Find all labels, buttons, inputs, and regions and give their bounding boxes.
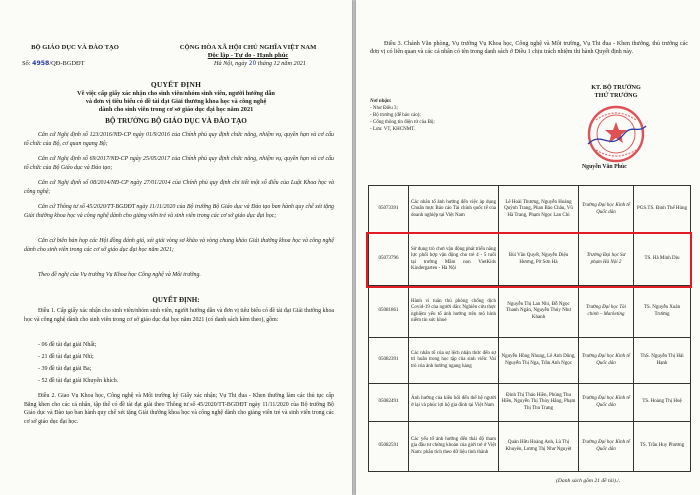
prize-encouragement: - 52 đề tài đạt giải Khuyến khích. — [38, 378, 119, 384]
legal-basis-1: Căn cứ Nghị định số 123/2016/NĐ-CP ngày 01/9/2016 của Chính phủ quy định chức năng, nhiệm vụ, quyền hạn và cơ cấu tổ chức của Bộ, cơ quan ngang Bộ; — [24, 132, 334, 147]
issue-date: Hà Nội, ngày 20 tháng 12 năm 2021 — [214, 60, 306, 67]
decision-heading: QUYẾT ĐỊNH: — [152, 296, 200, 304]
signature-title: KT. BỘ TRƯỞNG THỨ TRƯỞNG — [591, 84, 641, 99]
table-row: 05073391 Các nhân tố ảnh hưởng đến việc áp dụng Chuẩn mực Báo cáo Tài chính quốc tế của doanh nghiệp tại Việt Nam Lê Hoài Thương, Nguyễn Hoàng Quỳnh Trang, Phan Bảo Châu, Vũ Hà Trang, Phạm Ngọc Lan Chi Trường Đại học Kinh tế Quốc dân PGS.TS. Đinh Thế Hùng — [369, 186, 691, 234]
issuer-heading: BỘ TRƯỞNG BỘ GIÁO DỤC VÀ ĐÀO TẠO — [105, 117, 247, 125]
republic-name: CỘNG HÒA XÃ HỘI CHỦ NGHĨA VIỆT NAM — [179, 44, 317, 51]
national-motto: Độc lập - Tự do - Hạnh phúc — [207, 52, 289, 59]
article-2: Điều 2. Giao Vụ Khoa học, Công nghệ và Môi trường ký Giấy xác nhận; Vụ Thi đua - Khen thưởng làm các thủ tục cấp Bằng khen cho các cá nhân, tập thể có đề tài đạt giải theo Thông tư số 45/2020/TT-BGDĐT ngày 11/11/2020 của Bộ trưởng Bộ Giáo dục và Đào tạo ban hành quy chế xét tặng Giải thưởng khoa học và công nghệ dành cho giảng viên trẻ và sinh viên trong các cơ sở giáo dục đại học. — [24, 393, 334, 425]
table-row: 05082591 Các yếu tố ảnh hưởng đến thái độ tham gia đầu tư chứng khoán của giới trẻ ở Việt Nam: phân tích theo dữ liệu tình thành Quản Hữu Hoàng Anh, Lù Thị Khuyên, Lương Thị Như Nguyệt Trường Đại học Kinh tế Quốc dân TS. Trần Huy Phương — [369, 422, 691, 472]
legal-basis-6: Theo đề nghị của Vụ trưởng Vụ Khoa học Công nghệ và Môi trường. — [38, 272, 201, 278]
document-number: Số: 4958/QĐ-BGDĐT — [22, 60, 85, 67]
signer-name: Nguyễn Văn Phúc — [582, 164, 627, 170]
handwritten-number: 4958 — [32, 60, 50, 67]
document-subject: Về việc cấp giấy xác nhận cho sinh viên/nhóm sinh viên, người hướng dẫn và đơn vị tiêu biểu có đề tài đạt Giải thưởng khoa học và công nghệ dành cho sinh viên trong cơ sở giáo dục đại học năm 2021 — [77, 90, 275, 113]
article-3: Điều 3. Chánh Văn phòng, Vụ trưởng Vụ Khoa học, Công nghệ và Môi trường, Vụ Thi đua - Khen thưởng, thủ trưởng các đơn vị có liên quan và các cá nhân có tên trong danh sách ở Điều 1 chịu trách nhiệm thi hành Quyết định này. — [370, 41, 688, 56]
article-1: Điều 1. Cấp giấy xác nhận cho sinh viên/nhóm sinh viên, người hướng dẫn và đơn vị tiêu biểu có đề tài đạt Giải thưởng khoa học và công nghệ dành cho sinh viên trong cơ sở giáo dục đại học năm 2021 (có danh sách kèm theo), gồm: — [24, 308, 334, 323]
table-row: 05082491 Ảnh hưởng của kiều hối đến thế hệ người ở lại và phúc lợi hộ gia đình tại Việt Nam Đinh Thị Thảo Hiền, Phùng Thu Hiền, Nguyễn Thị Thùy Hằng, Phạm Thị Thu Trang Trường Đại học Kinh tế Quốc dân TS. Hoàng Thị Huệ — [369, 384, 691, 422]
legal-basis-3: Căn cứ Nghị định số 08/2014/NĐ-CP ngày 27/01/2014 của Chính phủ quy định chi tiết một số điều của Luật Khoa học và công nghệ; — [24, 180, 334, 195]
legal-basis-2: Căn cứ Nghị định số 69/2017/NĐ-CP ngày 25/05/2017 của Chính phủ quy định chức năng, nhiệm vụ, quyền hạn và cơ cấu tổ chức của Bộ Giáo dục và Đào tạo; — [24, 156, 334, 171]
recipients-heading: Nơi nhận: — [370, 99, 392, 104]
ministry-name: BỘ GIÁO DỤC VÀ ĐÀO TẠO — [31, 44, 119, 51]
prize-third: - 39 đề tài đạt giải Ba; — [38, 366, 92, 372]
highlight-box — [366, 232, 692, 288]
legal-basis-5: Căn cứ biên bản họp các Hội đồng đánh giá, xét giải vòng sơ khảo và vòng chung khảo Giải thưởng khoa học và công nghệ dành cho sinh viên trong các cơ sở giáo dục đại học năm 2021; — [24, 238, 334, 253]
legal-basis-4: Căn cứ Thông tư số 45/2020/TT-BGDĐT ngày 11/11/2020 của Bộ trưởng Bộ Giáo dục và Đào tạo ban hành quy chế xét tặng Giải thưởng khoa học và công nghệ dành cho giảng viên trẻ và sinh viên trong các cơ sở giáo dục đại học; — [24, 204, 334, 219]
prize-first: - 06 đề tài đạt giải Nhất; — [38, 342, 97, 348]
prize-second: - 21 đề tài đạt giải Nhì; — [38, 354, 94, 360]
decision-page-right — [356, 0, 700, 495]
table-row: 05082391 Các nhân tố của sự lệch nhận thức đến sự trì hoãn trong học tập của sinh viên: Vai trò của ảnh hưởng ngang hàng Nguyễn Hồng Nhung, Lê Anh Dũng, Nguyễn Thị Nga, Trần Anh Ngọc Trường Đại học Kinh tế Quốc dân ThS. Nguyễn Thị Hải Hạnh — [369, 338, 691, 384]
table-footer: (Danh sách gồm 21 đề tài)./. — [556, 478, 621, 484]
table-row: 05081861 Hành vi tuân thủ phòng chống dịch Covid-19 của người dân: Nghiên cứu thực nghiệm yếu tố ảnh hưởng trên mô hình niềm tin sức khoẻ Nguyễn Thị Lan Nhi, Đỗ Ngọc Thanh Ngân, Nguyễn Thủy Như Khanh Trường Đại học Tài chính – Marketing TS. Nguyễn Xuân Trường — [369, 286, 691, 338]
document-title: QUYẾT ĐỊNH — [150, 80, 202, 89]
official-seal-icon — [584, 104, 648, 164]
national-header — [150, 44, 346, 60]
handwritten-day: 20 — [248, 60, 257, 67]
table-row: 05073796 Sử dụng trò chơi vận động phát triển năng lực phối hợp vận động cho trẻ 4 - 5 tuổi tại trường Mầm non VietKids Kindergarten - Hà Nội Bùi Văn Quyết, Nguyễn Diệu Hương, Pờ Sơn Hà Trường Đại học Sư phạm Hà Nội 2 TS. Hà Minh Dịu — [369, 234, 691, 286]
awards-table — [368, 185, 690, 472]
recipients-block: Nơi nhận: - Như Điều 3; - Bộ trưởng (để báo cáo); - Cổng thông tin điện tử của Bộ; - Lưu: VT, KHCNMT. — [370, 99, 435, 132]
